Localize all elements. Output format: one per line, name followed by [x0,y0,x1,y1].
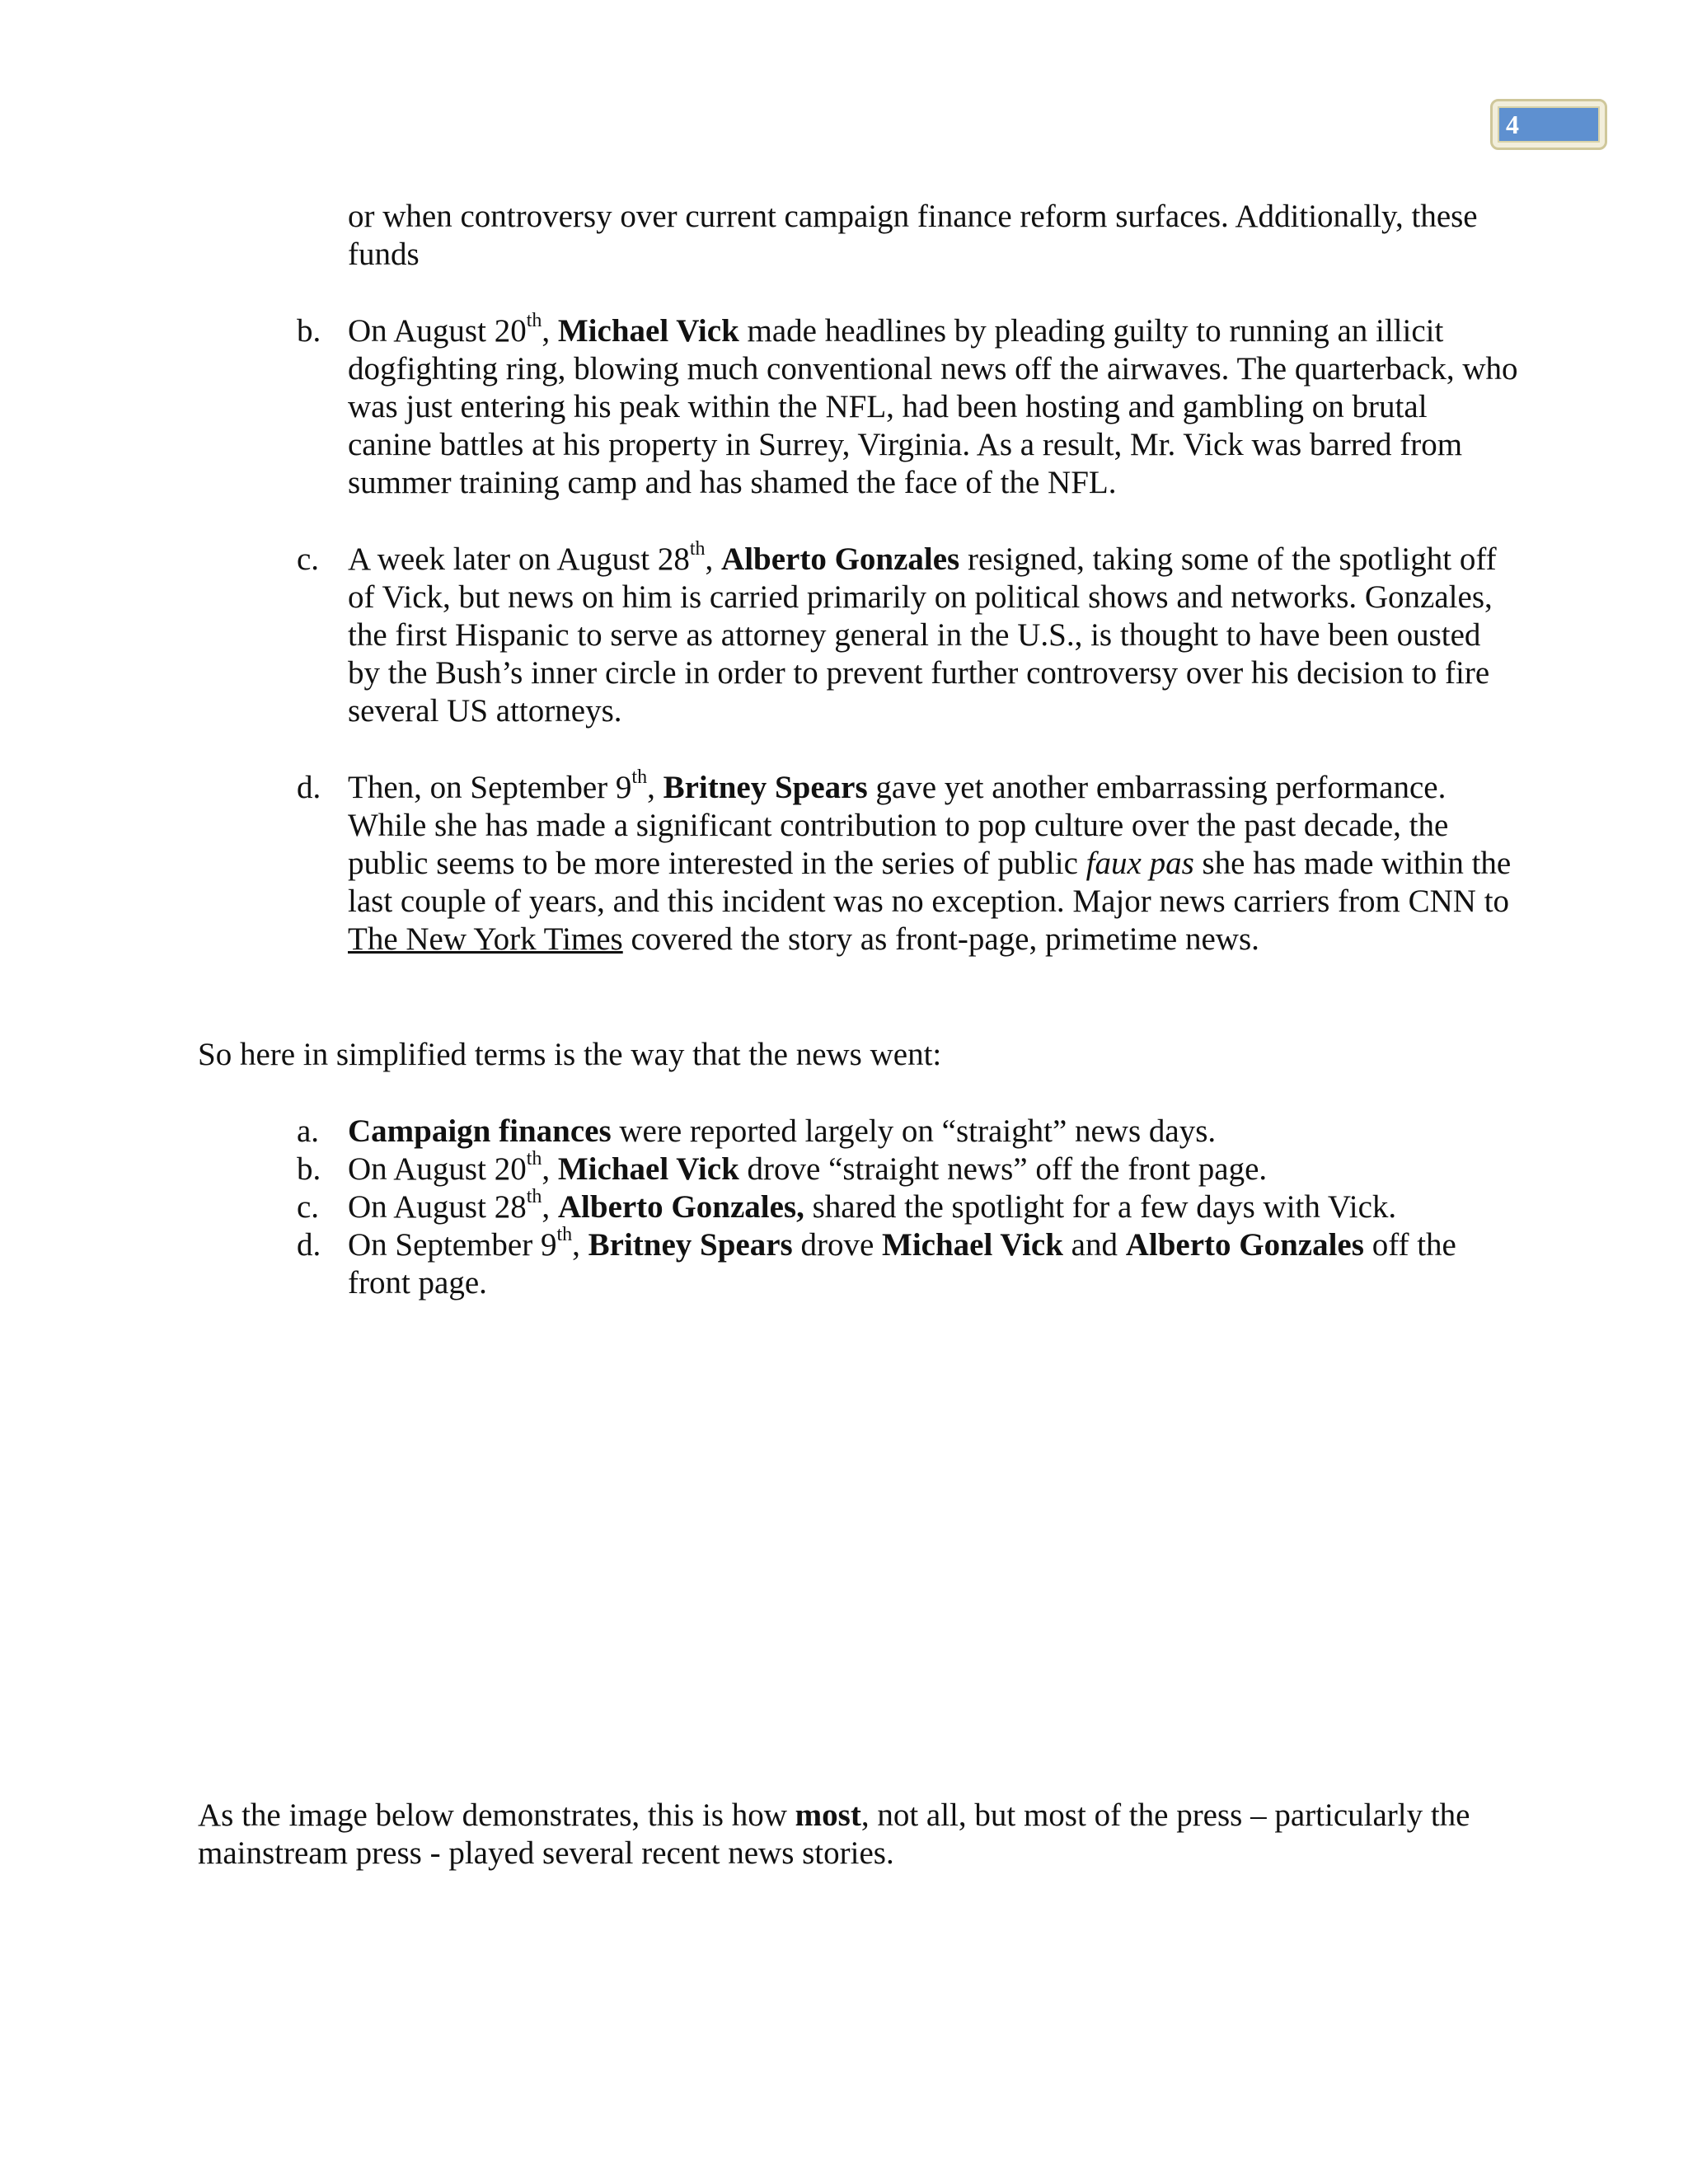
continuation-paragraph: or when controversy over current campaign finance reform surfaces. Additionally, these funds [348,199,1478,272]
list-item-text: Campaign finances were reported largely on “straight” news days. [348,1113,1217,1149]
list-marker: b. [297,313,321,349]
list-marker: a. [297,1113,320,1149]
list-marker: d. [297,1227,321,1263]
closing-paragraph: As the image below demonstrates, this is how most, not all, but most of the press – particularly the mainstream press - played several recent news stories. [198,1797,1470,1871]
summary-intro: So here in simplified terms is the way that the news went: [198,1037,942,1072]
list-marker: c. [297,1189,320,1225]
list-item-text: On August 20th, Michael Vick made headlines by pleading guilty to running an illicit dogfighting ring, blowing much conventional news off the airwaves. The quarterback, who was just entering his peak within the NFL, had been hosting and gambling on brutal canine battles at his property in Surrey, Virginia. As a result, Mr. Vick was barred from summer training camp and has shamed the face of the NFL. [348,310,1518,500]
list-item-text: Then, on September 9th, Britney Spears gave yet another embarrassing performance. While she has made a significant contribution to pop culture over the past decade, the public seems to be more interested in the series of public faux pas she has made within the last couple of years, and this incident was no exception. Major news carriers from CNN to The New York Times covered the story as front-page, primetime news. [348,766,1512,957]
list-marker: d. [297,770,321,805]
nyt-title: The New York Times [348,921,623,957]
list-item-text: A week later on August 28th, Alberto Gonzales resigned, taking some of the spotlight off of Vick, but news on him is carried primarily on political shows and networks. Gonzales, the first Hispanic to serve as attorney general in the U.S., is thought to have been ousted by the Bush’s inner circle in order to prevent further controversy over his decision to fire several US attorneys. [348,538,1497,729]
page-number-badge [1490,99,1607,150]
name-alberto-gonzales: Alberto Gonzales [721,541,960,577]
list-marker: c. [297,541,320,577]
italic-faux-pas: faux pas [1085,846,1194,881]
list-marker: b. [297,1151,321,1187]
name-britney-spears: Britney Spears [663,770,868,805]
list-item-text: On September 9th, Britney Spears drove Michael Vick and Alberto Gonzales off the front page. [348,1224,1456,1301]
name-michael-vick: Michael Vick [557,313,739,349]
page-number: 4 [1498,106,1600,143]
list-item-text: On August 28th, Alberto Gonzales, shared the spotlight for a few days with Vick. [348,1186,1397,1225]
list-item-text: On August 20th, Michael Vick drove “straight news” off the front page. [348,1148,1268,1187]
